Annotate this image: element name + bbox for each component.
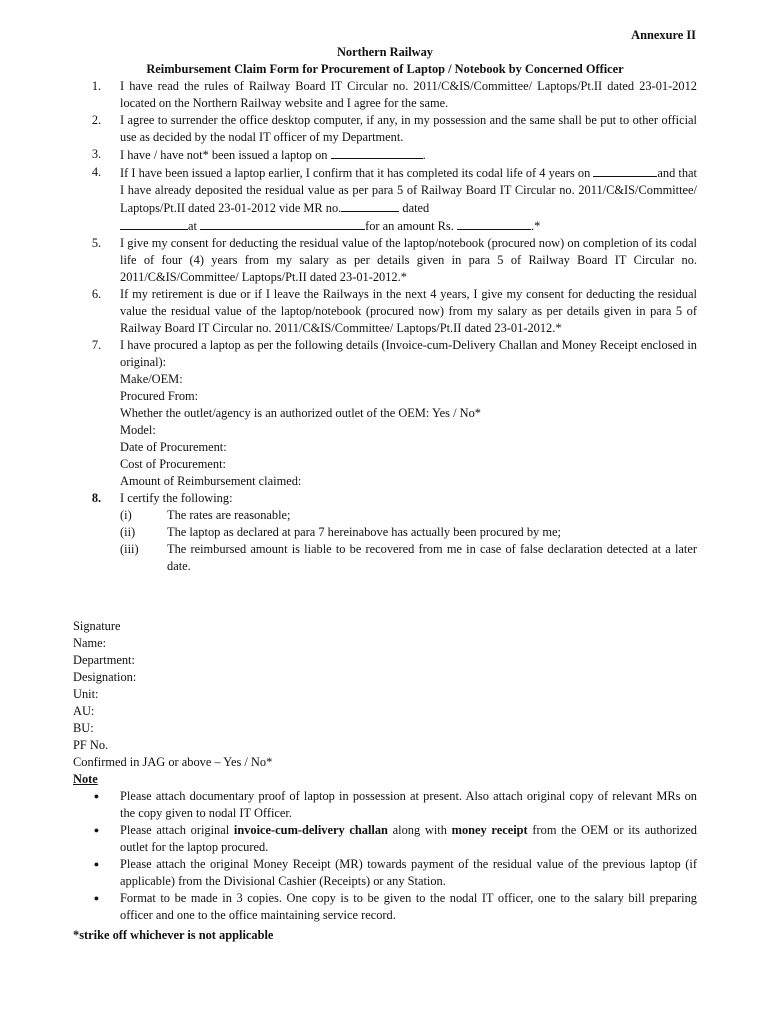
item-text: I have / have not* been issued a laptop on bbox=[120, 148, 328, 162]
designation-label: Designation: bbox=[73, 670, 137, 684]
list-item bbox=[73, 78, 697, 112]
department-label: Department: bbox=[73, 653, 135, 667]
field-procurement-cost: Cost of Procurement: bbox=[120, 457, 226, 471]
note-item: ● Format to be made in 3 copies. One copy is to be given to the nodal IT officer, one to the salary bill preparing officer and one to the office maintaining service record. bbox=[73, 890, 697, 924]
note-item: ● Please attach the original Money Receipt (MR) towards payment of the residual value of the previous laptop (if applicable) from the Divisional Cashier (Receipts) or any Station. bbox=[73, 856, 697, 890]
note-item: ● Please attach original invoice-cum-delivery challan along with money receipt from the OEM or its authorized outlet for the laptop procured. bbox=[73, 822, 697, 856]
item-number: 1. bbox=[91, 79, 102, 93]
item-number: 3. bbox=[91, 147, 102, 161]
item-text: I certify the following: bbox=[120, 491, 233, 505]
bullet-icon: ● bbox=[93, 825, 100, 835]
bullet-icon: ● bbox=[93, 791, 100, 801]
list-item bbox=[73, 490, 697, 575]
org-title: Northern Railway bbox=[336, 45, 433, 59]
laptop-issue-date-blank[interactable] bbox=[331, 146, 423, 159]
field-reimbursement-amount: Amount of Reimbursement claimed: bbox=[120, 474, 302, 488]
name-label: Name: bbox=[73, 636, 107, 650]
field-authorized-outlet: Whether the outlet/agency is an authorized outlet of the OEM: Yes / No* bbox=[120, 406, 481, 420]
item-number: 2. bbox=[91, 113, 102, 127]
list-item: 3. I have / have not* been issued a laptop on . bbox=[73, 146, 697, 164]
annexure-label: Annexure II bbox=[631, 28, 696, 42]
mr-number-blank[interactable] bbox=[341, 199, 399, 212]
note-heading: Note bbox=[73, 772, 98, 786]
item-number: 7. bbox=[91, 338, 102, 352]
list-item bbox=[73, 112, 697, 146]
strike-off-footnote: *strike off whichever is not applicable bbox=[73, 928, 274, 942]
item-number: 6. bbox=[91, 287, 102, 301]
item-text: I have procured a laptop as per the following details (Invoice-cum-Delivery Challan and Money Receipt enclosed in original): bbox=[120, 338, 697, 369]
item-text: If I have been issued a laptop earlier, I confirm that it has completed its codal life of 4 years on bbox=[120, 166, 591, 180]
field-procured-from: Procured From: bbox=[120, 389, 199, 403]
jag-label: Confirmed in JAG or above – Yes / No* bbox=[73, 755, 273, 769]
bullet-icon: ● bbox=[93, 859, 100, 869]
item-number: 5. bbox=[91, 236, 102, 250]
pf-label: PF No. bbox=[73, 738, 109, 752]
list-item bbox=[73, 286, 697, 337]
item-text: I agree to surrender the office desktop computer, if any, in my possession and the same shall be put to other official use as decided by the nodal IT officer of my Department. bbox=[120, 113, 697, 144]
codal-life-date-blank[interactable] bbox=[593, 164, 657, 177]
bu-label: BU: bbox=[73, 721, 94, 735]
mr-date-blank[interactable] bbox=[120, 217, 188, 230]
form-title: Reimbursement Claim Form for Procurement of Laptop / Notebook by Concerned Officer bbox=[146, 62, 624, 76]
list-item: 4. If I have been issued a laptop earlier, I confirm that it has completed its codal life of 4 years on and that I have already deposited the residual value as per para 5 of Railway Board IT Circular no. 2011/C&IS/Committee/ Laptops/Pt.II dated 23-01-2012 vide MR no. dated at for an amount Rs. .* bbox=[73, 164, 697, 235]
declaration-list bbox=[73, 78, 697, 575]
unit-label: Unit: bbox=[73, 687, 99, 701]
signature-block bbox=[73, 618, 272, 788]
certification-item: (ii) The laptop as declared at para 7 hereinabove has actually been procured by me; bbox=[120, 525, 561, 539]
signature-label: Signature bbox=[73, 619, 121, 633]
item-number: 8. bbox=[91, 491, 102, 505]
certification-item: (iii) The reimbursed amount is liable to be recovered from me in case of false declaration detected at a later date. bbox=[120, 542, 697, 573]
field-model: Model: bbox=[120, 423, 156, 437]
item-text: I have read the rules of Railway Board IT Circular no. 2011/C&IS/Committee/ Laptops/Pt.II dated 23-01-2012 located on the Northern Railway website and I agree for the same. bbox=[120, 79, 697, 110]
field-make: Make/OEM: bbox=[120, 372, 183, 386]
list-item bbox=[73, 337, 697, 490]
item-text: I give my consent for deducting the residual value of the laptop/notebook (procured now) on completion of its codal life of four (4) years from my salary as per details given in para 5 of Railway Board IT Circular no. 2011/C&IS/Committee/ Laptops/Pt.II dated 23-01-2012.* bbox=[120, 236, 697, 284]
notes-list bbox=[73, 788, 697, 924]
amount-blank[interactable] bbox=[457, 217, 531, 230]
item-text: If my retirement is due or if I leave the Railways in the next 4 years, I give my consent for deducting the residual value the residual value of the laptop/notebook (procured now) from my salary as per details given in para 5 of Railway Board IT Circular no. 2011/C&IS/Committee/ Laptops/Pt.II dated 23-01-2012.* bbox=[120, 287, 697, 335]
field-procurement-date: Date of Procurement: bbox=[120, 440, 227, 454]
note-item: ● Please attach documentary proof of laptop in possession at present. Also attach original copy of relevant MRs on the copy given to nodal IT Officer. bbox=[73, 788, 697, 822]
au-label: AU: bbox=[73, 704, 95, 718]
certification-item: (i) The rates are reasonable; bbox=[120, 508, 291, 522]
bullet-icon: ● bbox=[93, 893, 100, 903]
item-number: 4. bbox=[91, 165, 102, 179]
list-item bbox=[73, 235, 697, 286]
mr-place-blank[interactable] bbox=[200, 217, 365, 230]
